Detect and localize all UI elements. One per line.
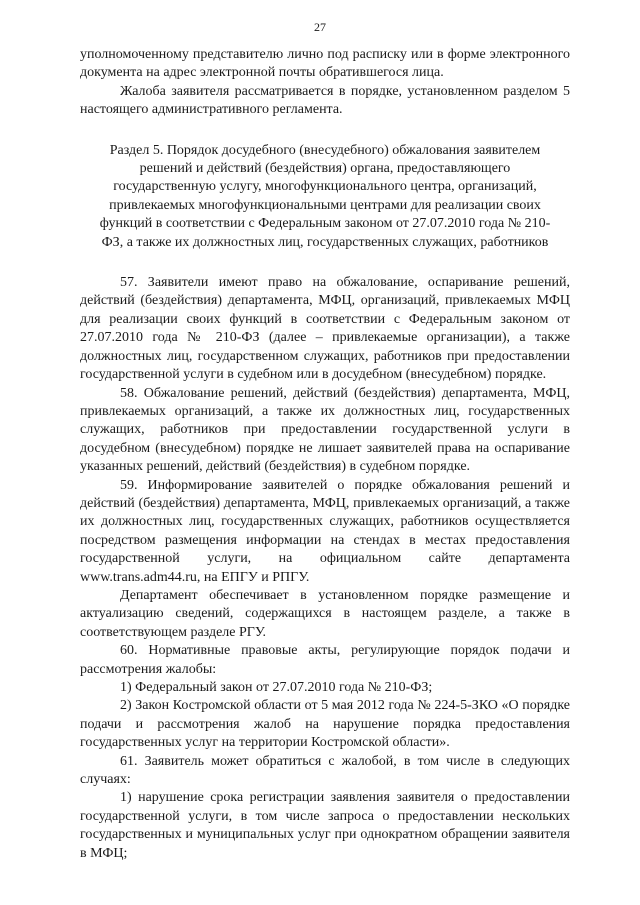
intro-continuation: уполномоченному представителю лично под расписку или в форме электронного документа на адрес электронной почты обратившегося лица.: [80, 47, 570, 81]
paragraph-59: 59. Информирование заявителей о порядке обжалования решений и действий (бездействия) департамента, МФЦ, привлекаемых организаций, а также их должностных лиц, государственных служащих, работников осуществляется посредством размещения информации на стендах в местах предоставления государственной услуги, на официальном сайте департамента www.trans.adm44.ru, на ЕПГУ и РПГУ.: [80, 477, 570, 585]
paragraph-57: 57. Заявители имеют право на обжалование, оспаривание решений, действий (бездействия) департамента, МФЦ, организаций, привлекаемых МФЦ для реализации своих функций в соответствии с Федеральным законом от 27.07.2010 года № 210-ФЗ (далее – привлекаемые организации), а также должностных лиц, государственном служащих, работников при предоставлении государственной услуги в судебном или в досудебном (внесудебном) порядке.: [80, 275, 570, 383]
section-heading: Раздел 5. Порядок досудебного (внесудебного) обжалования заявителем решений и действий (бездействия) органа, предоставляющего государственную услугу, многофункционального центра, организаций, привлекаемых многофункциональными центрами для реализации своих функций в соответствии с Федеральным законом от 27.07.2010 года № 210-ФЗ, а также их должностных лиц, государственных служащих, работников: [99, 142, 551, 250]
intro-paragraph: Жалоба заявителя рассматривается в порядке, установленном разделом 5 настоящего административного регламента.: [80, 83, 570, 118]
paragraph-60: 60. Нормативные правовые акты, регулирующие порядок подачи и рассмотрения жалобы:: [80, 643, 570, 677]
paragraph-58: 58. Обжалование решений, действий (бездействия) департамента, МФЦ, привлекаемых организаций, а также их должностных лиц, государственных служащих, работников при предоставлении государственной услуги в досудебном (внесудебном) порядке не лишает заявителей права на оспаривание указанных решений, действий (бездействия) в судебном порядке.: [80, 385, 570, 475]
paragraph-60-item-2: 2) Закон Костромской области от 5 мая 2012 года № 224-5-ЗКО «О порядке подачи и рассмотрения жалоб на нарушение порядка предоставления государственных услуг на территории Костромской области».: [80, 698, 570, 751]
paragraph-61: 61. Заявитель может обратиться с жалобой, в том числе в следующих случаях:: [80, 753, 570, 788]
paragraph-61-item-1: 1) нарушение срока регистрации заявления заявителя о предоставлении государственной услуги, в том числе запроса о предоставлении нескольких государственных и муниципальных услуг при однократном обращении заявителя в МФЦ;: [80, 790, 570, 861]
paragraph-59-continued: Департамент обеспечивает в установленном порядке размещение и актуализацию сведений, содержащихся в настоящем разделе, а также в соответствующем разделе РГУ.: [80, 587, 570, 640]
page-number: 27: [314, 20, 326, 34]
paragraph-60-item-1: 1) Федеральный закон от 27.07.2010 года № 210-ФЗ;: [120, 680, 433, 695]
document-body: [80, 46, 570, 863]
